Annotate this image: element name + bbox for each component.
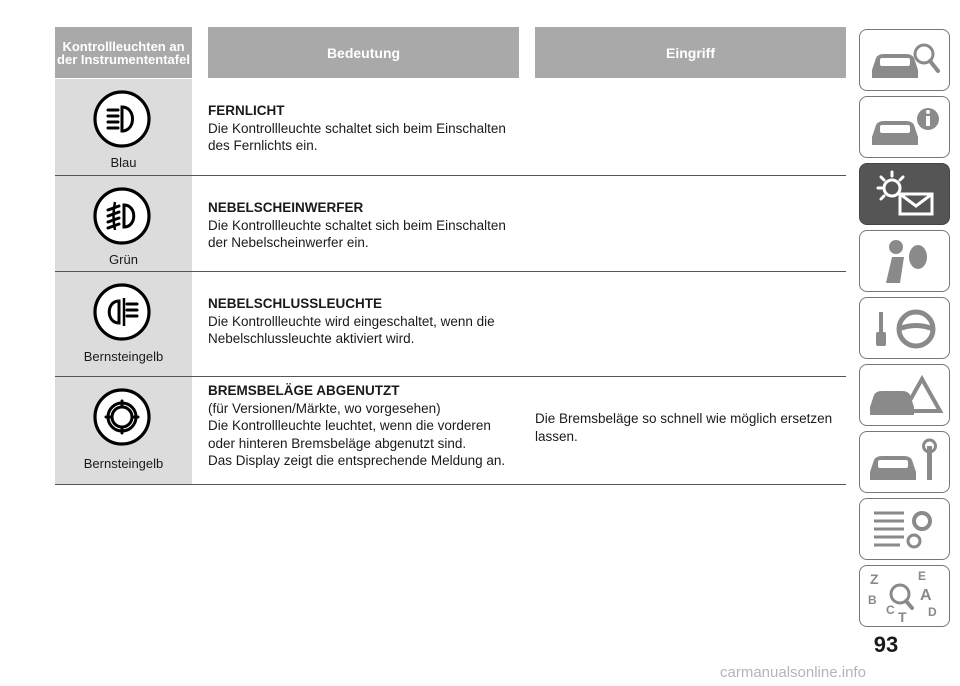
meaning-line: (für Versionen/Märkte, wo vorgesehen) <box>208 400 441 416</box>
chapter-tab-technical-data[interactable] <box>859 498 950 560</box>
index-letter: A <box>920 587 932 604</box>
meaning-text <box>208 295 523 348</box>
header-action: Eingriff <box>535 27 846 78</box>
header-meaning: Bedeutung <box>208 27 519 78</box>
index-letter: Z <box>870 571 879 587</box>
index-letter: B <box>868 593 877 607</box>
action-text <box>535 410 846 445</box>
header-instrument-lights: Kontrollleuchten an der Instrumententafel <box>55 27 192 78</box>
meaning-title: FERNLICHT <box>208 103 285 118</box>
meaning-line: Die Kontrollleuchte leuchtet, wenn die vorderen <box>208 418 491 433</box>
chapter-tab-safety[interactable] <box>859 230 950 292</box>
meaning-text <box>208 199 523 252</box>
action-line: lassen. <box>535 428 578 444</box>
car-info-icon <box>860 97 951 159</box>
table-row-rear-fog <box>55 272 846 377</box>
specs-list-gears-icon <box>860 499 951 561</box>
watermark: carmanualsonline.info <box>720 664 866 681</box>
chapter-tab-maintenance[interactable] <box>859 431 950 493</box>
warning-light-message-icon <box>860 164 951 226</box>
meaning-line: Die Kontrollleuchte wird eingeschaltet, wenn die <box>208 313 495 329</box>
meaning-title: NEBELSCHEINWERFER <box>208 200 364 215</box>
light-color: Blau <box>110 155 137 170</box>
action-line: Die Bremsbeläge so schnell wie möglich ersetzen <box>535 411 833 426</box>
meaning-text <box>208 382 523 470</box>
table-row-high-beam <box>55 79 846 176</box>
car-wrench-icon <box>860 432 951 494</box>
meaning-line: des Fernlichts ein. <box>208 138 318 153</box>
chapter-tab-car-search[interactable] <box>859 29 950 91</box>
meaning-line: Nebelschlussleuchte aktiviert wird. <box>208 331 415 346</box>
steering-key-icon <box>860 298 951 360</box>
high-beam-icon <box>92 89 152 149</box>
meaning-title: BREMSBELÄGE ABGENUTZT <box>208 383 400 398</box>
index-letter: D <box>928 605 937 619</box>
light-color: Bernsteingelb <box>83 456 164 471</box>
meaning-line: oder hinteren Bremsbeläge abgenutzt sind. <box>208 435 467 451</box>
chapter-tab-driving[interactable] <box>859 297 950 359</box>
airbag-passenger-icon <box>860 231 951 293</box>
meaning-title: NEBELSCHLUSSLEUCHTE <box>208 296 383 311</box>
brake-pad-wear-icon <box>92 387 152 447</box>
light-color: Grün <box>109 252 138 267</box>
chapter-tab-car-info[interactable] <box>859 96 950 158</box>
meaning-line: Das Display zeigt die entsprechende Meldung an. <box>208 453 506 468</box>
chapter-tab-emergency[interactable] <box>859 364 950 426</box>
page-number: 93 <box>873 632 899 657</box>
car-warning-triangle-icon <box>860 365 951 427</box>
alphabet-index-icon <box>860 566 951 628</box>
chapter-tab-warning-lights[interactable] <box>859 163 950 225</box>
meaning-text <box>208 102 523 155</box>
front-fog-lamp-icon <box>92 186 152 246</box>
rear-fog-lamp-icon <box>92 282 152 342</box>
meaning-line: der Nebelscheinwerfer ein. <box>208 235 369 250</box>
car-search-icon <box>860 30 951 92</box>
index-letter: T <box>898 609 907 625</box>
index-letter: E <box>918 569 927 583</box>
chapter-tab-index[interactable] <box>859 565 950 627</box>
light-color: Bernsteingelb <box>83 349 164 364</box>
table-row-front-fog <box>55 176 846 272</box>
index-letter: C <box>886 603 895 617</box>
meaning-line: Die Kontrollleuchte schaltet sich beim Einschalten <box>208 217 506 233</box>
meaning-line: Die Kontrollleuchte schaltet sich beim Einschalten <box>208 120 506 136</box>
table-row-brake-pads <box>55 377 846 485</box>
